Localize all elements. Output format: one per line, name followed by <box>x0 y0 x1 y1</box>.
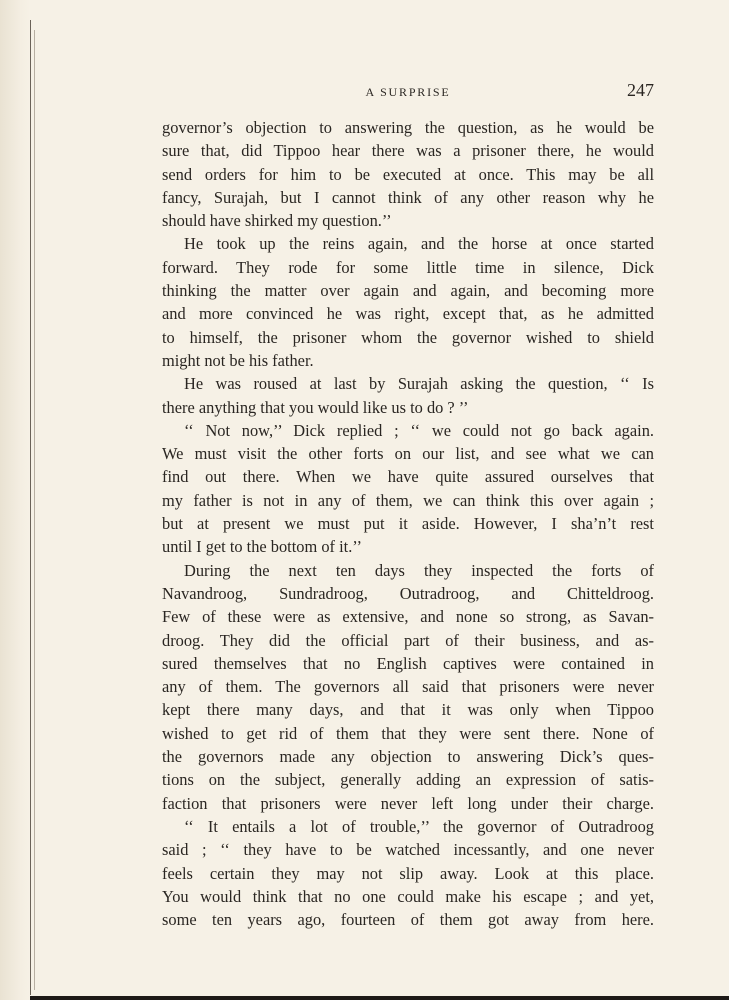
text-line: should have shirked my question.’’ <box>162 211 392 231</box>
text-line: governor’s objection to answering the question, as he would be <box>162 118 654 137</box>
binding-edge-line <box>30 20 31 995</box>
text-line: fancy, Surajah, but I cannot think of any other reason why he <box>162 187 654 207</box>
bottom-edge-bar <box>30 996 729 1000</box>
text-line: said ; ‘‘ they have to be watched incessantly, and one never <box>162 840 654 860</box>
running-title: A SURPRISE <box>365 85 451 99</box>
text-line: thinking the matter over again and again, and becoming more <box>162 281 654 301</box>
text-line: to himself, the prisoner whom the governor wished to shield <box>162 327 654 347</box>
text-line: ‘‘ Not now,’’ Dick replied ; ‘‘ we could not go back again. <box>184 420 654 440</box>
text-line: send orders for him to be executed at once. This may be all <box>162 164 654 184</box>
text-line: ‘‘ It entails a lot of trouble,’’ the governor of Outradroog <box>184 816 654 836</box>
text-line: any of them. The governors all said that prisoners were never <box>162 677 654 697</box>
text-line: droog. They did the official part of their business, and as- <box>162 630 654 650</box>
text-line: some ten years ago, fourteen of them got away from here. <box>162 910 654 930</box>
text-line: forward. They rode for some little time in silence, Dick <box>162 257 654 277</box>
text-line: You would think that no one could make his escape ; and yet, <box>162 886 654 906</box>
page-number: 247 <box>627 80 654 100</box>
text-line: might not be his father. <box>162 350 314 370</box>
binding-inner-line <box>34 30 35 990</box>
text-line: sure that, did Tippoo hear there was a prisoner there, he would <box>162 141 654 161</box>
text-line: Navandroog, Sundradroog, Outradroog, and Chitteldroog. <box>162 583 654 603</box>
text-line: During the next ten days they inspected the forts of <box>184 560 654 580</box>
text-line: there anything that you would like us to do ? ’’ <box>162 397 469 417</box>
text-line: kept there many days, and that it was only when Tippoo <box>162 700 654 720</box>
text-line: wished to get rid of them that they were sent there. None of <box>162 723 654 743</box>
text-line: but at present we must put it aside. However, I sha’n’t rest <box>162 514 654 534</box>
text-line: We must visit the other forts on our list, and see what we can <box>162 444 654 464</box>
text-line: until I get to the bottom of it.’’ <box>162 537 362 557</box>
text-line: He was roused at last by Surajah asking the question, ‘‘ Is <box>184 374 654 394</box>
text-line: the governors made any objection to answering Dick’s ques- <box>162 747 654 767</box>
text-line: find out there. When we have quite assured ourselves that <box>162 467 654 487</box>
text-line: my father is not in any of them, we can think this over again ; <box>162 490 654 510</box>
text-line: and more convinced he was right, except that, as he admitted <box>162 304 654 324</box>
body-text <box>162 116 654 931</box>
text-line: Few of these were as extensive, and none so strong, as Savan- <box>162 607 654 627</box>
text-line: faction that prisoners were never left long under their charge. <box>162 793 654 813</box>
running-head <box>162 80 654 104</box>
book-gutter <box>0 0 30 1000</box>
text-line: feels certain they may not slip away. Look at this place. <box>162 863 654 883</box>
text-line: He took up the reins again, and the horse at once started <box>184 234 654 254</box>
text-line: sured themselves that no English captives were contained in <box>162 653 654 673</box>
text-line: tions on the subject, generally adding an expression of satis- <box>162 770 654 790</box>
